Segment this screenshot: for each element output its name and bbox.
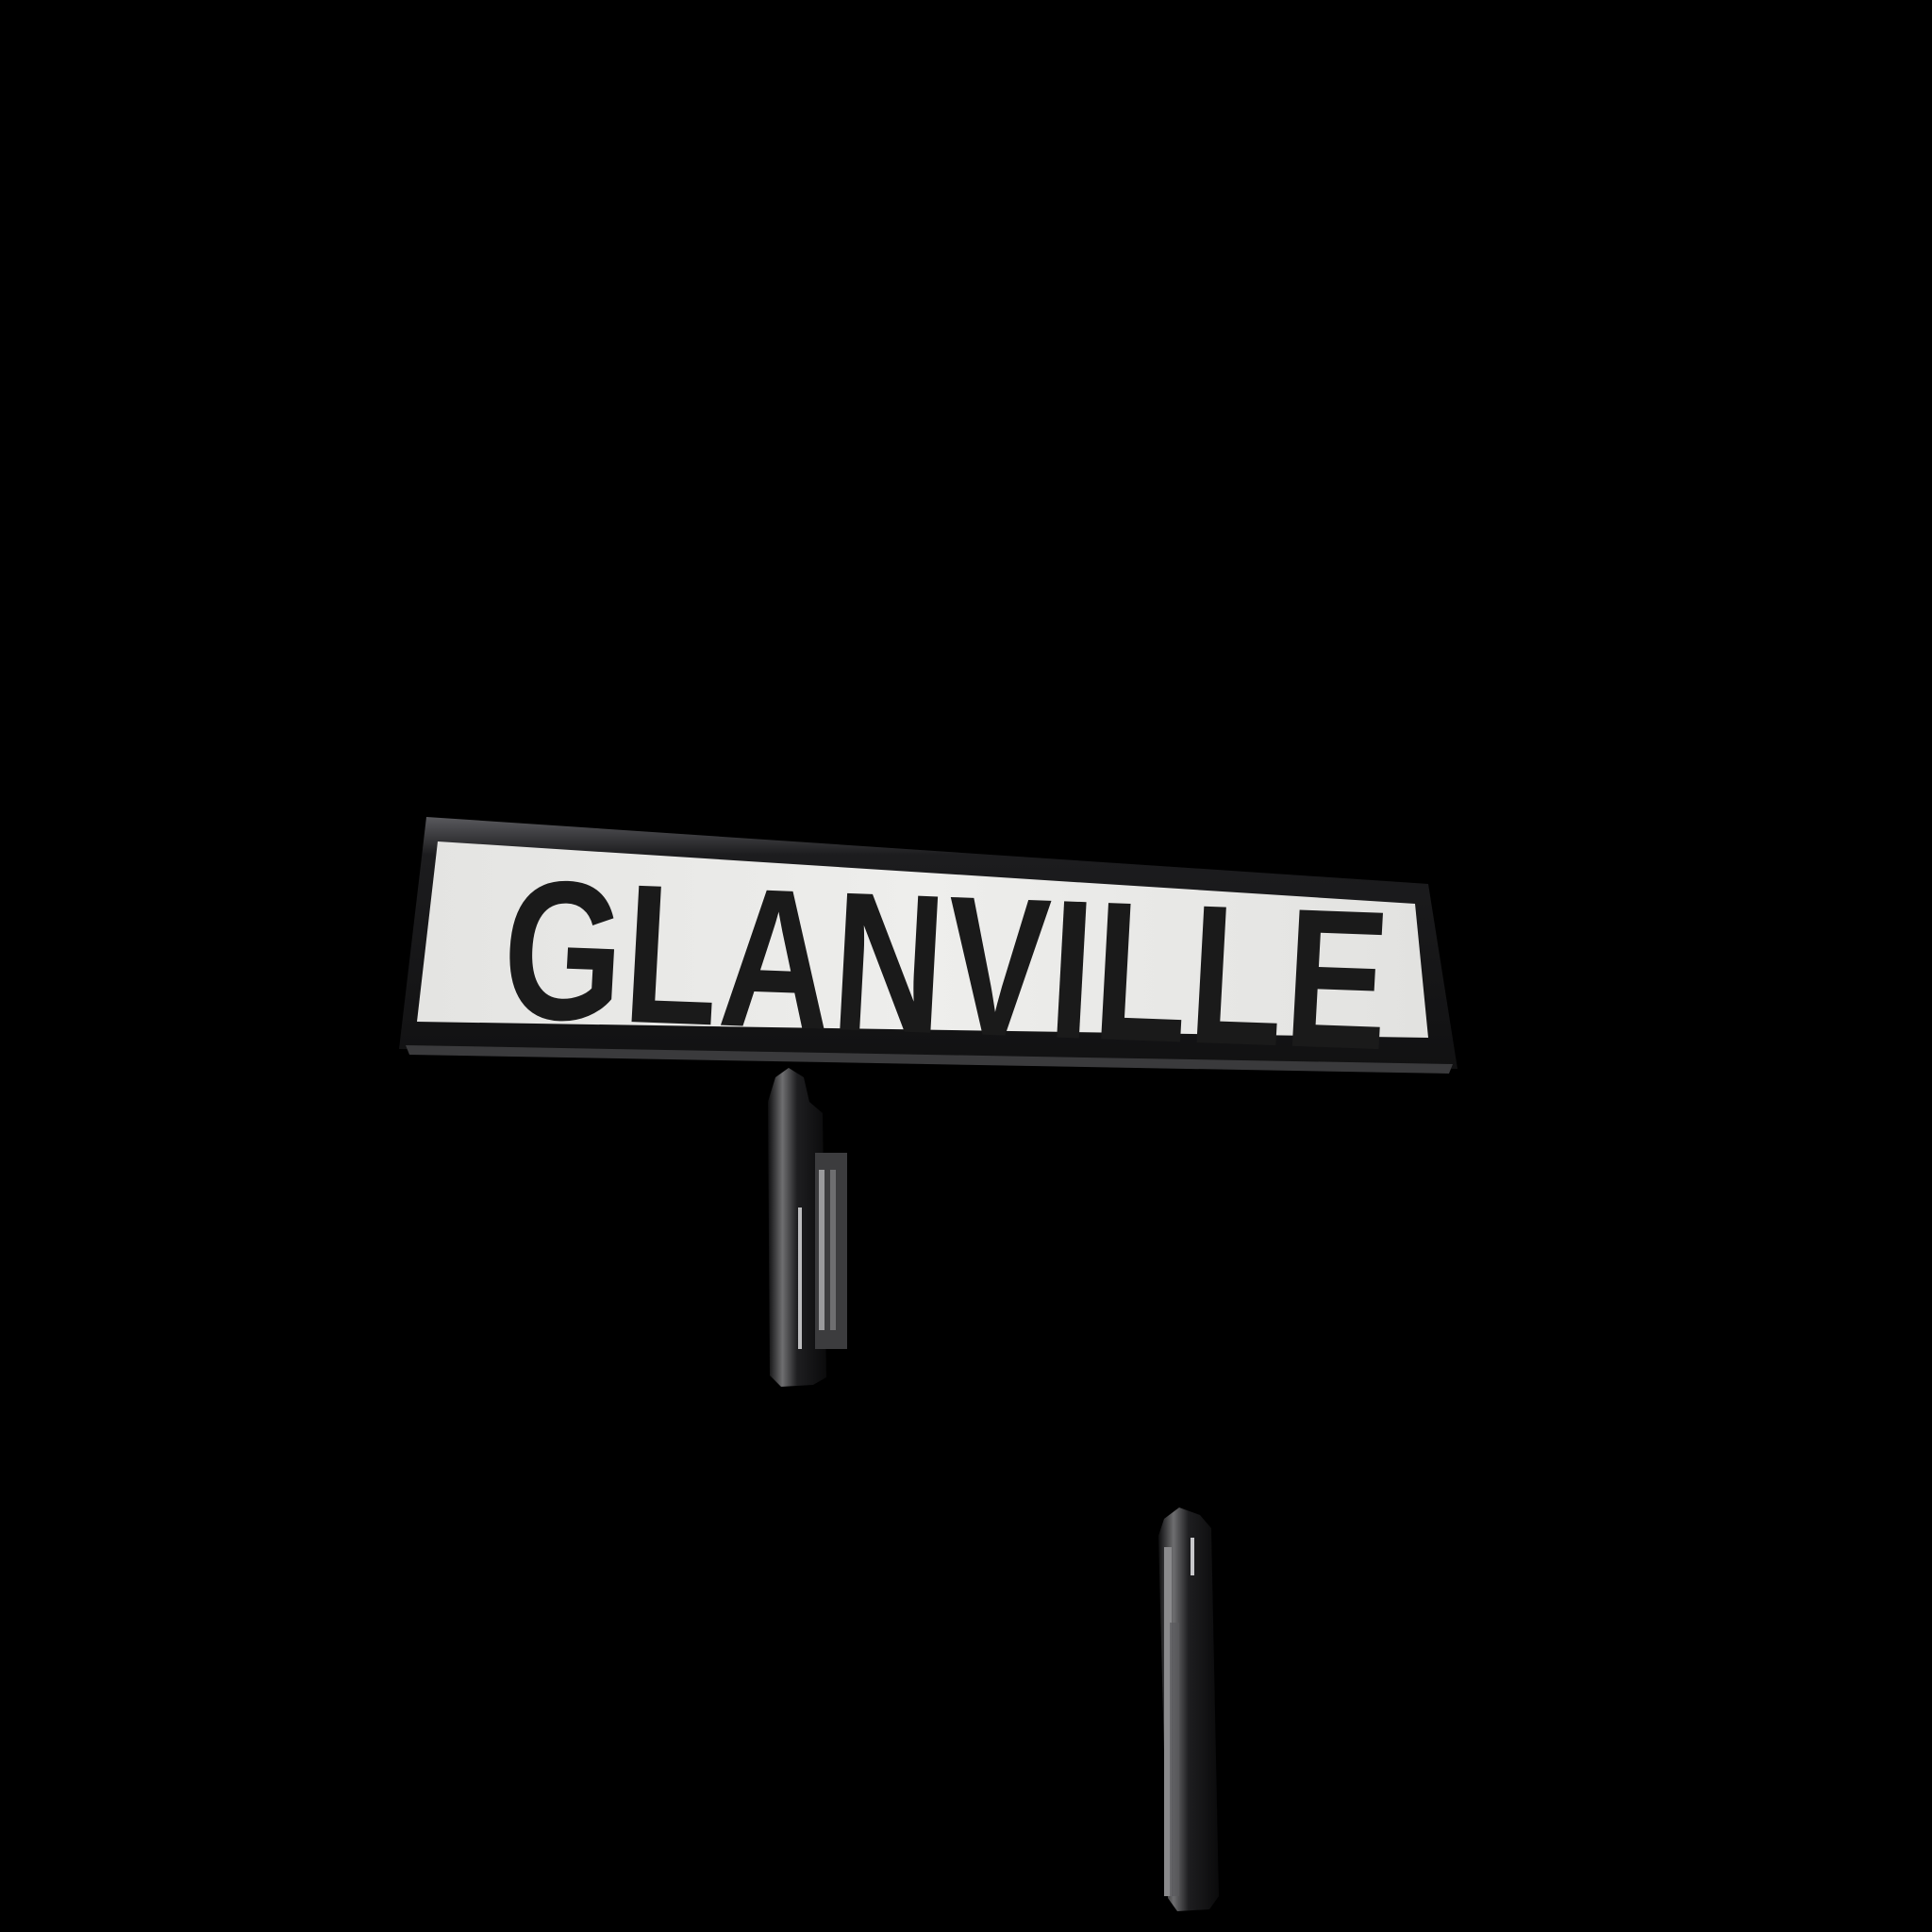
right-post — [1158, 1507, 1219, 1911]
left-post — [768, 1068, 847, 1387]
sign-lettering: GLANVILLE — [497, 838, 1649, 1102]
